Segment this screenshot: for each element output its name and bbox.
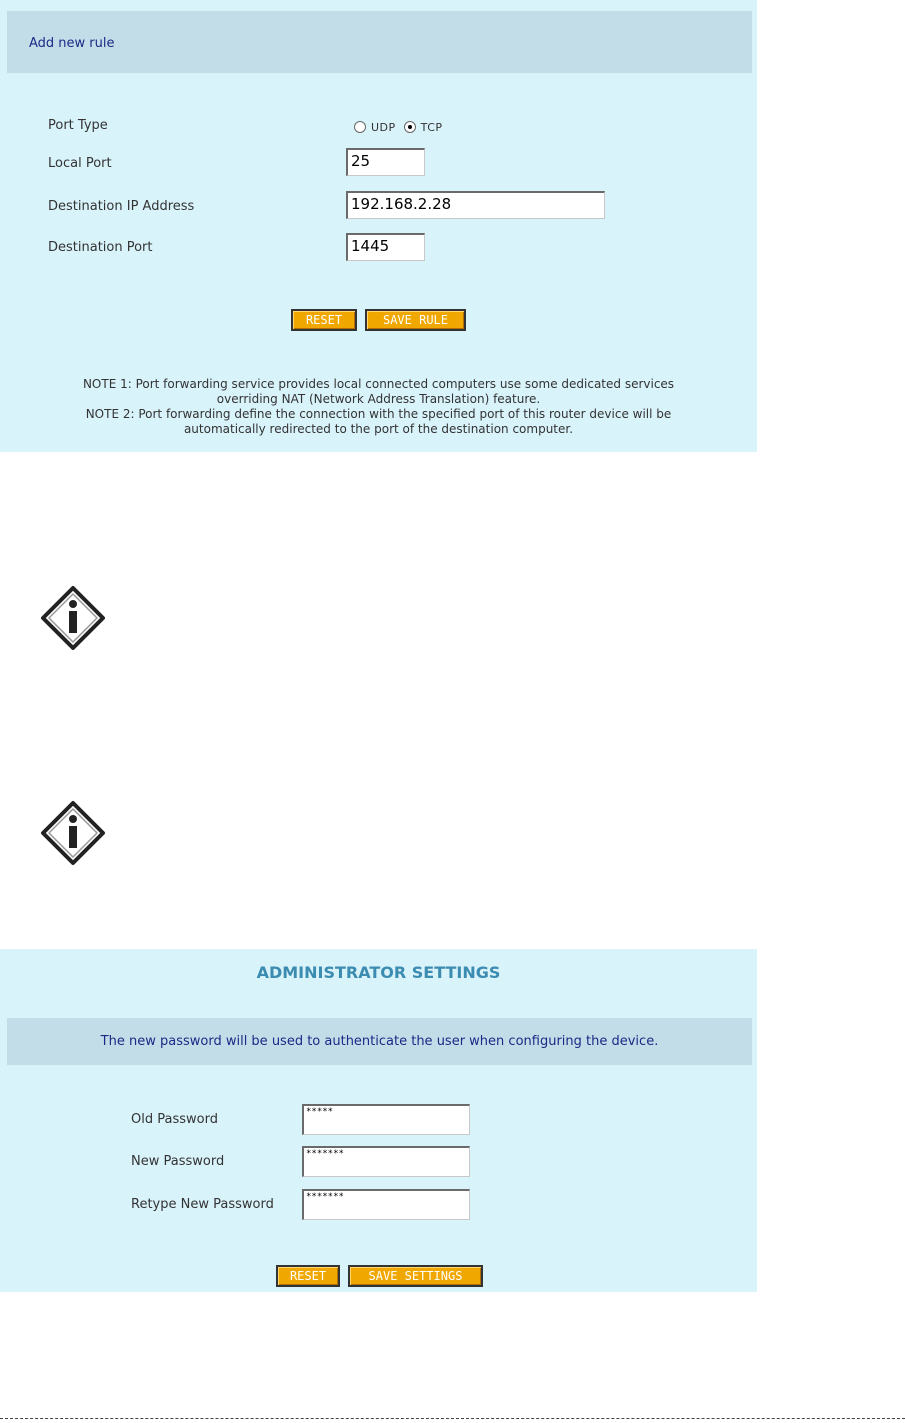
tcp-radio-label[interactable]: TCP	[420, 120, 443, 134]
local-port-label: Local Port	[48, 156, 112, 171]
port-type-radio-group	[354, 117, 451, 137]
save-rule-button[interactable]: SAVE RULE	[365, 309, 466, 331]
note-2-line-1: NOTE 2: Port forwarding define the connection with the specified port of this router device will be	[85, 407, 672, 421]
port-type-label: Port Type	[48, 118, 108, 133]
udp-radio[interactable]	[354, 121, 366, 133]
tcp-radio[interactable]	[404, 121, 416, 133]
admin-settings-banner: The new password will be used to authenticate the user when configuring the device.	[7, 1018, 752, 1065]
info-icon	[40, 585, 106, 651]
new-password-label: New Password	[131, 1154, 225, 1169]
retype-password-input[interactable]: *******	[302, 1189, 470, 1220]
reset-settings-button[interactable]: RESET	[276, 1265, 340, 1287]
local-port-input[interactable]: 25	[346, 148, 425, 176]
new-password-input[interactable]: *******	[302, 1146, 470, 1177]
old-password-input[interactable]: *****	[302, 1104, 470, 1135]
destination-ip-input[interactable]: 192.168.2.28	[346, 191, 605, 219]
note-1-line-1: NOTE 1: Port forwarding service provides local connected computers use some dedicated services	[82, 377, 675, 391]
retype-password-label: Retype New Password	[131, 1197, 274, 1212]
admin-settings-title: ADMINISTRATOR SETTINGS	[256, 963, 501, 982]
reset-rule-button[interactable]: RESET	[291, 309, 357, 331]
old-password-label: Old Password	[131, 1112, 218, 1127]
admin-settings-panel	[0, 949, 757, 1292]
destination-port-input[interactable]: 1445	[346, 233, 425, 261]
add-rule-panel	[0, 0, 757, 452]
page-divider	[0, 1418, 905, 1419]
udp-radio-label[interactable]: UDP	[371, 120, 396, 134]
add-rule-title: Add new rule	[29, 36, 115, 51]
note-1-line-2: overriding NAT (Network Address Translation) feature.	[216, 392, 541, 406]
save-settings-button[interactable]: SAVE SETTINGS	[348, 1265, 483, 1287]
note-2-line-2: automatically redirected to the port of the destination computer.	[183, 422, 574, 436]
add-rule-header	[7, 11, 752, 73]
destination-ip-label: Destination IP Address	[48, 199, 195, 214]
destination-port-label: Destination Port	[48, 240, 153, 255]
info-icon	[40, 800, 106, 866]
